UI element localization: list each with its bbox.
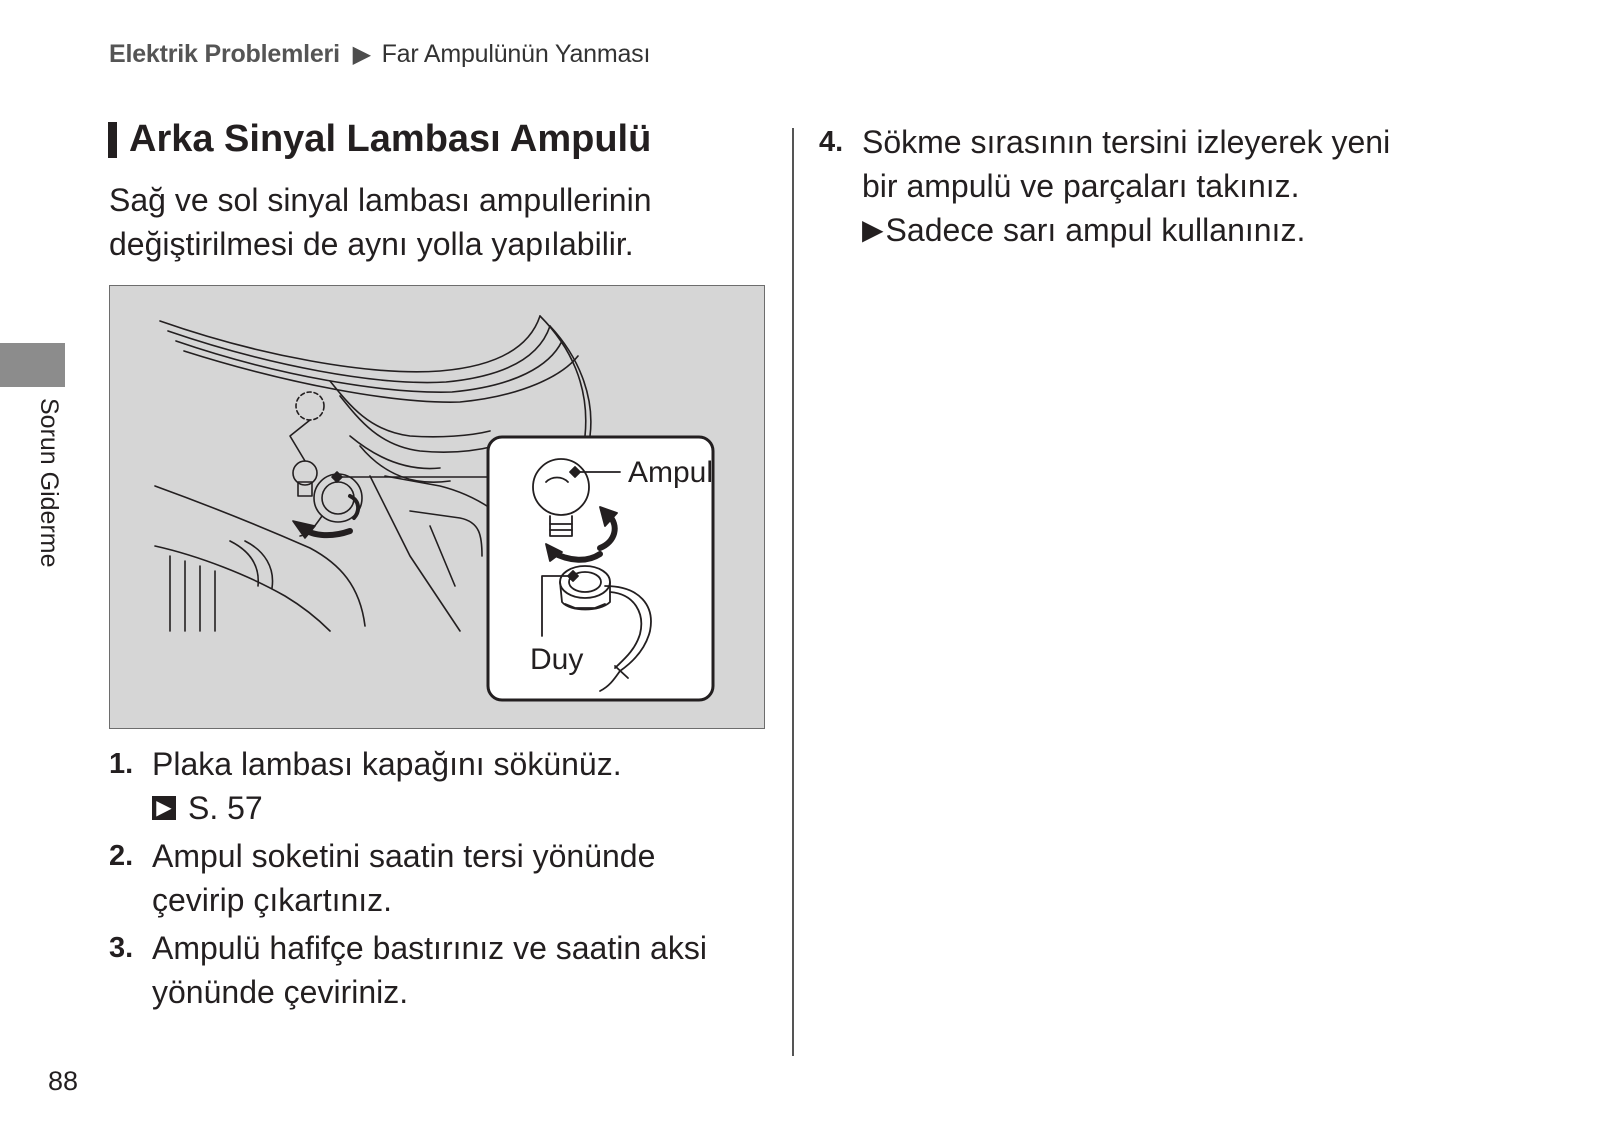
step-item	[109, 834, 769, 922]
step-number: 3.	[109, 932, 134, 964]
breadcrumb	[109, 40, 650, 69]
step-body	[152, 742, 622, 830]
intro-line: Sağ ve sol sinyal lambası ampullerinin	[109, 182, 652, 218]
step-text: Plaka lambası kapağını sökünüz.	[152, 746, 622, 782]
intro-line: değiştirilmesi de aynı yolla yapılabilir.	[109, 226, 634, 262]
title-bar-icon	[108, 122, 117, 158]
step-text: çevirip çıkartınız.	[152, 882, 393, 918]
step-item	[819, 120, 1519, 252]
breadcrumb-arrow-icon: ▶	[352, 41, 371, 68]
step-item	[109, 926, 769, 1014]
steps-list	[109, 742, 769, 1018]
page-reference-icon: ▶	[152, 796, 176, 820]
step-text: Ampulü hafifçe bastırınız ve saatin aksi	[152, 930, 707, 966]
step-note	[862, 208, 1390, 252]
side-tab-marker	[0, 343, 65, 387]
figure-label-socket: Duy	[530, 643, 584, 676]
step-body	[152, 834, 655, 922]
step-number: 1.	[109, 748, 134, 780]
note-arrow-icon: ▶	[862, 214, 884, 245]
breadcrumb-section: Elektrik Problemleri	[109, 40, 340, 68]
illustration-figure	[109, 285, 765, 729]
page-reference-text[interactable]: S. 57	[188, 790, 263, 826]
step-text: Ampul soketini saatin tersi yönünde	[152, 838, 656, 874]
side-tab-label: Sorun Giderme	[35, 398, 63, 568]
breadcrumb-topic: Far Ampulünün Yanması	[381, 40, 651, 68]
step-text: yönünde çeviriniz.	[152, 974, 409, 1010]
step-body	[862, 120, 1390, 252]
intro-text	[109, 178, 749, 266]
step-number: 2.	[109, 840, 134, 872]
rear-light-illustration	[110, 286, 765, 729]
step-text: Sökme sırasının tersini izleyerek yeni	[862, 124, 1391, 160]
note-text: Sadece sarı ampul kullanınız.	[885, 212, 1306, 248]
right-column	[819, 120, 1519, 256]
step-text: bir ampulü ve parçaları takınız.	[862, 168, 1300, 204]
column-divider	[792, 128, 794, 1056]
figure-label-bulb: Ampul	[628, 456, 714, 489]
page-number: 88	[48, 1066, 79, 1096]
page-reference-link[interactable]	[152, 786, 622, 830]
step-body	[152, 926, 707, 1014]
step-item	[109, 742, 769, 830]
section-title-text: Arka Sinyal Lambası Ampulü	[129, 118, 652, 160]
section-title	[108, 118, 651, 161]
step-number: 4.	[819, 126, 844, 158]
